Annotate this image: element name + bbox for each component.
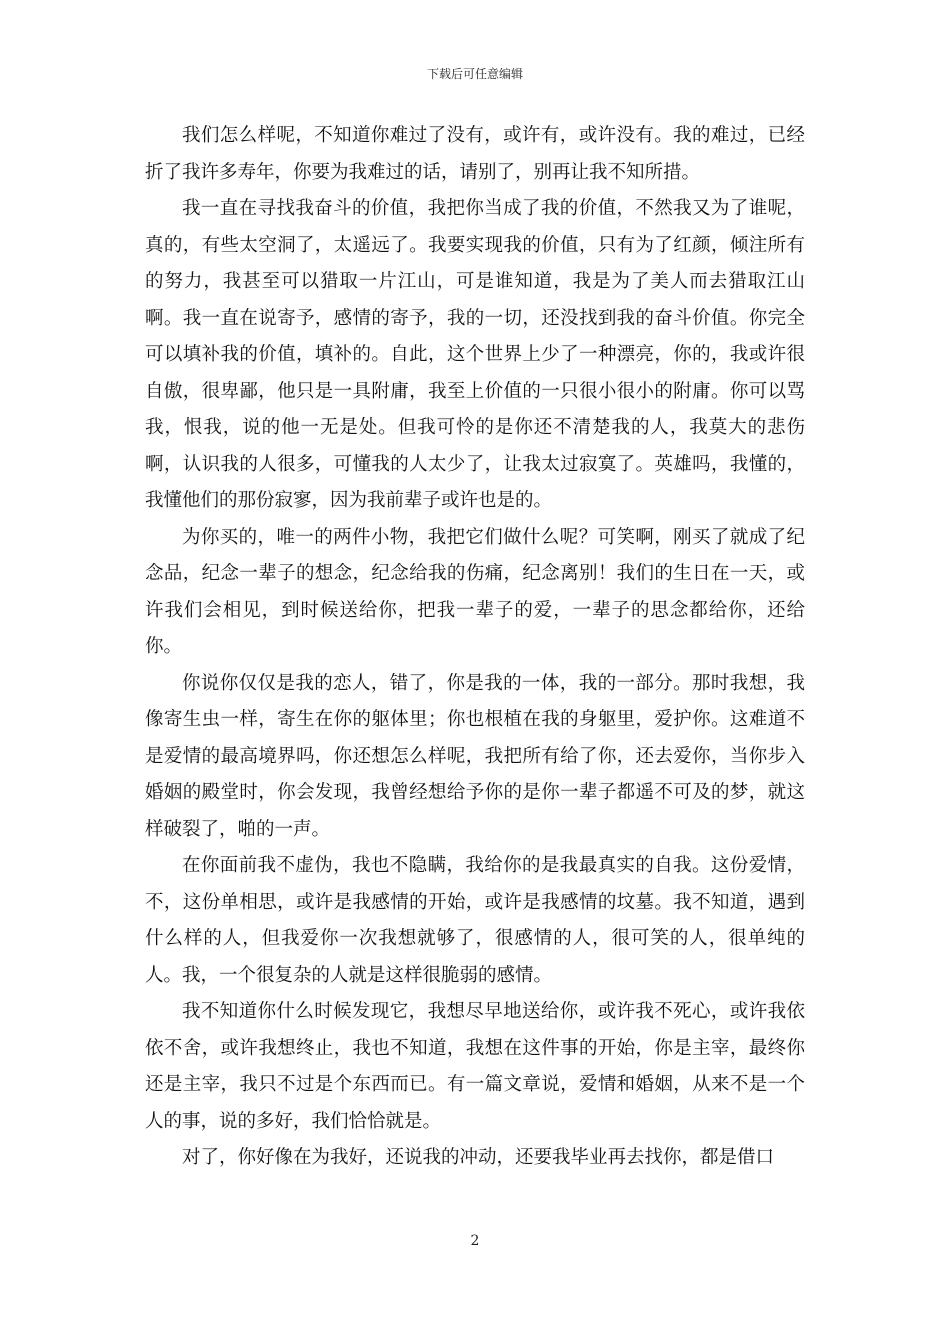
paragraph: 在你面前我不虚伪，我也不隐瞒，我给你的是我最真实的自我。这份爱情，不，这份单相思，或许是我感情的开始，或许是我感情的坟墓。我不知道，遇到什么样的人，但我爱你一次我想就够了，很感情的人，很可笑的人，很单纯的人。我，一个很复杂的人就是这样很脆弱的感情。 [145, 855, 805, 986]
paragraph: 我一直在寻找我奋斗的价值，我把你当成了我的价值，不然我又为了谁呢，真的，有些太空洞了，太遥远了。我要实现我的价值，只有为了红颜，倾注所有的努力，我甚至可以猎取一片江山，可是谁知道，我是为了美人而去猎取江山啊。我一直在说寄予，感情的寄予，我的一切，还没找到我的奋斗价值。你完全可以填补我的价值，填补的。自此，这个世界上少了一种漂亮，你的，我或许很自傲，很卑鄙，他只是一具附庸，我至上价值的一只很小很小的附庸。你可以骂我，恨我，说的他一无是处。但我可怜的是你还不清楚我的人，我莫大的悲伤啊，认识我的人很多，可懂我的人太少了，让我太过寂寞了。英雄吗，我懂的，我懂他们的那份寂寥，因为我前辈子或许也是的。 [145, 198, 805, 511]
paragraph: 对了，你好像在为我好，还说我的冲动，还要我毕业再去找你，都是借口 [182, 1147, 775, 1168]
page-number: 2 [470, 1233, 480, 1249]
paragraph: 我们怎么样呢，不知道你难过了没有，或许有，或许没有。我的难过，已经折了我许多寿年，你要为我难过的话，请别了，别再让我不知所措。 [145, 125, 805, 183]
page-header: 下载后可任意编辑 [426, 67, 523, 81]
paragraph: 我不知道你什么时候发现它，我想尽早地送给你，或许我不死心，或许我依依不舍，或许我想终止，我也不知道，我想在这件事的开始，你是主宰，最终你还是主宰，我只不过是个东西而已。有一篇文章说，爱情和婚姻，从来不是一个人的事，说的多好，我们恰恰就是。 [145, 1001, 805, 1132]
paragraph: 你说你仅仅是我的恋人，错了，你是我的一体，我的一部分。那时我想，我像寄生虫一样，寄生在你的躯体里；你也根植在我的身躯里，爱护你。这难道不是爱情的最高境界吗，你还想怎么样呢，我把所有给了你，还去爱你，当你步入婚姻的殿堂时，你会发现，我曾经想给予你的是你一辈子都遥不可及的梦，就这样破裂了，啪的一声。 [145, 672, 805, 840]
paragraph: 为你买的，唯一的两件小物，我把它们做什么呢？可笑啊，刚买了就成了纪念品，纪念一辈子的想念，纪念给我的伤痛，纪念离别！我们的生日在一天，或许我们会相见，到时候送给你，把我一辈子的爱，一辈子的思念都给你，还给你。 [145, 526, 805, 657]
document-body [145, 118, 805, 1177]
